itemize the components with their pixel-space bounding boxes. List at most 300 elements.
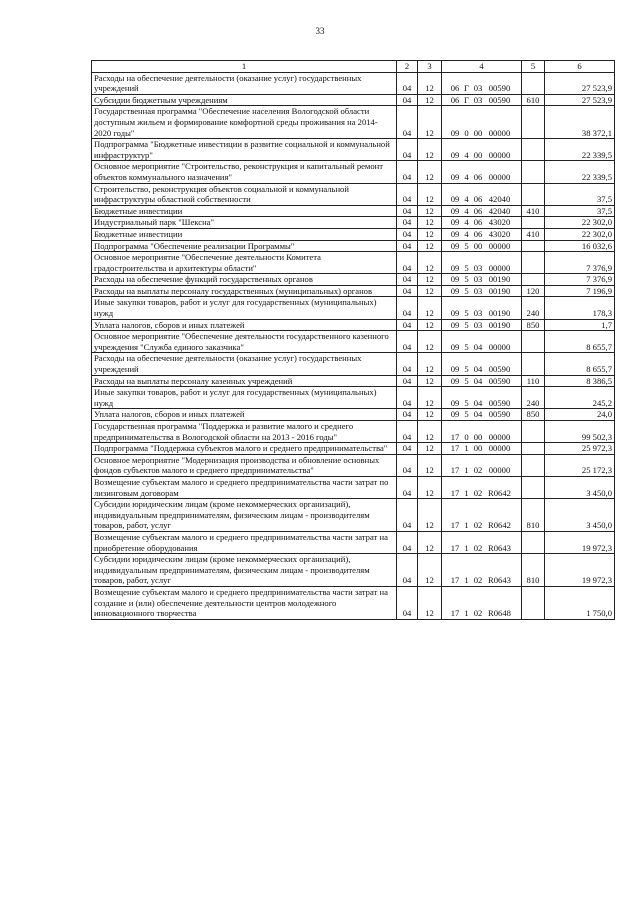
row-section: 04: [397, 217, 418, 229]
code-segment: 1: [464, 465, 469, 476]
code-segment: 5: [464, 285, 469, 296]
row-section: 04: [397, 274, 418, 286]
row-name: Индустриальный парк "Шексна": [92, 217, 397, 229]
table-row: [92, 443, 615, 455]
row-amount: 245,2: [545, 387, 615, 409]
row-amount: 27 523,9: [545, 94, 615, 106]
row-expense-type: [522, 139, 545, 161]
column-header: 3: [418, 61, 442, 73]
row-name: Расходы на выплаты персоналу государственных (муниципальных) органов: [92, 285, 397, 297]
row-subsection: 12: [418, 252, 442, 274]
table-row: [92, 554, 615, 587]
row-expense-type: [522, 476, 545, 498]
code-segment: 5: [464, 240, 469, 251]
row-subsection: 12: [418, 454, 442, 476]
code-segment: 00000: [488, 341, 511, 352]
row-subsection: 12: [418, 387, 442, 409]
row-amount: 8 655,7: [545, 353, 615, 375]
code-segment: 04: [473, 375, 483, 386]
code-segment: 03: [473, 83, 483, 94]
row-amount: 22 302,0: [545, 228, 615, 240]
row-target-code: [442, 331, 522, 353]
code-segment: 09: [450, 205, 460, 216]
row-subsection: 12: [418, 183, 442, 205]
row-name: Иные закупки товаров, работ и услуг для государственных (муниципальных) нужд: [92, 387, 397, 409]
row-expense-type: [522, 161, 545, 183]
row-section: 04: [397, 554, 418, 587]
code-segment: 00000: [488, 443, 511, 454]
code-segment: 42040: [488, 205, 511, 216]
row-expense-type: [522, 183, 545, 205]
row-amount: 19 972,3: [545, 554, 615, 587]
row-expense-type: 810: [522, 554, 545, 587]
row-subsection: 12: [418, 499, 442, 532]
code-segment: 0: [464, 431, 469, 442]
code-segment: 00590: [488, 375, 511, 386]
row-target-code: [442, 205, 522, 217]
code-segment: 00: [473, 240, 483, 251]
table-row: [92, 252, 615, 274]
code-segment: 1: [464, 520, 469, 531]
code-segment: 00590: [488, 94, 511, 105]
code-segment: 09: [450, 240, 460, 251]
row-amount: 1 750,0: [545, 586, 615, 619]
row-section: 04: [397, 586, 418, 619]
code-segment: 17: [450, 465, 460, 476]
row-expense-type: [522, 240, 545, 252]
row-target-code: [442, 106, 522, 139]
code-segment: 17: [450, 431, 460, 442]
row-target-code: [442, 252, 522, 274]
code-segment: 4: [464, 149, 469, 160]
row-amount: 8 655,7: [545, 331, 615, 353]
table-row: [92, 94, 615, 106]
table-row: [92, 240, 615, 252]
table-row: [92, 353, 615, 375]
row-name: Основное мероприятие "Обеспечение деятельности Комитета градостроительства и архитектуры области": [92, 252, 397, 274]
table-row: [92, 331, 615, 353]
budget-table: [91, 60, 615, 620]
row-subsection: 12: [418, 205, 442, 217]
row-expense-type: [522, 443, 545, 455]
code-segment: 04: [473, 364, 483, 375]
row-target-code: [442, 421, 522, 443]
row-target-code: [442, 183, 522, 205]
row-expense-type: [522, 106, 545, 139]
row-name: Возмещение субъектам малого и среднего предпринимательства части затрат по лизинговым договорам: [92, 476, 397, 498]
row-name: Иные закупки товаров, работ и услуг для государственных (муниципальных) нужд: [92, 297, 397, 319]
code-segment: 4: [464, 228, 469, 239]
row-expense-type: [522, 454, 545, 476]
row-name: Бюджетные инвестиции: [92, 228, 397, 240]
row-amount: 7 376,9: [545, 274, 615, 286]
code-segment: 09: [450, 409, 460, 420]
code-segment: 4: [464, 217, 469, 228]
row-target-code: [442, 228, 522, 240]
code-segment: 06: [473, 194, 483, 205]
code-segment: 06: [450, 83, 460, 94]
code-segment: 4: [464, 194, 469, 205]
row-expense-type: [522, 274, 545, 286]
code-segment: 09: [450, 274, 460, 285]
row-subsection: 12: [418, 319, 442, 331]
row-subsection: 12: [418, 240, 442, 252]
column-header: 2: [397, 61, 418, 73]
code-segment: 17: [450, 520, 460, 531]
row-expense-type: 850: [522, 409, 545, 421]
code-segment: 09: [450, 127, 460, 138]
row-name: Подпрограмма "Бюджетные инвестиции в развитие социальной и коммунальной инфраструктур": [92, 139, 397, 161]
row-name: Субсидии юридическим лицам (кроме некоммерческих организаций), индивидуальным предпринимателям, физическим лицам - производителям товаров, работ, услуг: [92, 554, 397, 587]
row-amount: 25 972,3: [545, 443, 615, 455]
row-expense-type: 110: [522, 375, 545, 387]
code-segment: 17: [450, 608, 460, 619]
row-expense-type: 610: [522, 94, 545, 106]
row-amount: 99 502,3: [545, 421, 615, 443]
row-section: 04: [397, 531, 418, 553]
code-segment: 06: [450, 94, 460, 105]
table-row: [92, 161, 615, 183]
code-segment: Г: [464, 94, 469, 105]
table-row: [92, 217, 615, 229]
code-segment: R0643: [488, 542, 511, 553]
row-section: 04: [397, 139, 418, 161]
code-segment: 09: [450, 397, 460, 408]
row-amount: 38 372,1: [545, 106, 615, 139]
code-segment: 5: [464, 262, 469, 273]
row-expense-type: 240: [522, 297, 545, 319]
row-expense-type: 410: [522, 205, 545, 217]
code-segment: 00190: [488, 285, 511, 296]
row-name: Основное мероприятие "Обеспечение деятельности государственного казенного учреждения "Служба единого заказчика": [92, 331, 397, 353]
row-amount: 7 376,9: [545, 252, 615, 274]
code-segment: 02: [473, 520, 483, 531]
row-subsection: 12: [418, 531, 442, 553]
code-segment: R0642: [488, 520, 511, 531]
code-segment: 17: [450, 542, 460, 553]
row-name: Уплата налогов, сборов и иных платежей: [92, 409, 397, 421]
row-subsection: 12: [418, 94, 442, 106]
code-segment: 00190: [488, 319, 511, 330]
row-expense-type: [522, 531, 545, 553]
code-segment: Г: [464, 83, 469, 94]
row-amount: 19 972,3: [545, 531, 615, 553]
row-name: Расходы на выплаты персоналу казенных учреждений: [92, 375, 397, 387]
row-amount: 3 450,0: [545, 476, 615, 498]
row-subsection: 12: [418, 409, 442, 421]
row-name: Строительство, реконструкция объектов социальной и коммунальной инфраструктуры областной собственности: [92, 183, 397, 205]
row-subsection: 12: [418, 72, 442, 94]
code-segment: 5: [464, 274, 469, 285]
row-target-code: [442, 454, 522, 476]
code-segment: 00: [473, 127, 483, 138]
code-segment: 00000: [488, 149, 511, 160]
row-section: 04: [397, 285, 418, 297]
row-expense-type: 120: [522, 285, 545, 297]
row-section: 04: [397, 421, 418, 443]
row-target-code: [442, 586, 522, 619]
row-amount: 22 339,5: [545, 139, 615, 161]
row-amount: 37,5: [545, 183, 615, 205]
code-segment: 03: [473, 274, 483, 285]
code-segment: 00590: [488, 409, 511, 420]
row-subsection: 12: [418, 106, 442, 139]
row-subsection: 12: [418, 274, 442, 286]
code-segment: 1: [464, 487, 469, 498]
row-target-code: [442, 274, 522, 286]
code-segment: 02: [473, 487, 483, 498]
page-number: 33: [315, 26, 325, 36]
row-expense-type: 240: [522, 387, 545, 409]
row-section: 04: [397, 476, 418, 498]
row-expense-type: [522, 353, 545, 375]
table-row: [92, 106, 615, 139]
row-section: 04: [397, 161, 418, 183]
row-amount: 1,7: [545, 319, 615, 331]
table-row: [92, 139, 615, 161]
row-target-code: [442, 476, 522, 498]
table-row: [92, 454, 615, 476]
code-segment: R0642: [488, 487, 511, 498]
row-name: Возмещение субъектам малого и среднего предпринимательства части затрат на приобретение оборудования: [92, 531, 397, 553]
code-segment: 00590: [488, 397, 511, 408]
row-expense-type: [522, 421, 545, 443]
row-section: 04: [397, 205, 418, 217]
row-expense-type: [522, 72, 545, 94]
code-segment: 00000: [488, 262, 511, 273]
code-segment: 00000: [488, 431, 511, 442]
table-row: [92, 274, 615, 286]
row-target-code: [442, 375, 522, 387]
table-row: [92, 72, 615, 94]
code-segment: 0: [464, 127, 469, 138]
row-name: Расходы на обеспечение функций государственных органов: [92, 274, 397, 286]
code-segment: 02: [473, 465, 483, 476]
row-expense-type: [522, 217, 545, 229]
row-name: Бюджетные инвестиции: [92, 205, 397, 217]
row-target-code: [442, 387, 522, 409]
code-segment: 02: [473, 575, 483, 586]
row-expense-type: [522, 252, 545, 274]
code-segment: 00590: [488, 83, 511, 94]
code-segment: 00: [473, 431, 483, 442]
row-expense-type: 810: [522, 499, 545, 532]
row-subsection: 12: [418, 217, 442, 229]
row-target-code: [442, 353, 522, 375]
code-segment: 00190: [488, 308, 511, 319]
row-target-code: [442, 72, 522, 94]
table-row: [92, 421, 615, 443]
code-segment: 09: [450, 171, 460, 182]
row-name: Подпрограмма "Поддержка субъектов малого и среднего предпринимательства": [92, 443, 397, 455]
row-subsection: 12: [418, 331, 442, 353]
code-segment: 5: [464, 308, 469, 319]
row-section: 04: [397, 319, 418, 331]
code-segment: 03: [473, 262, 483, 273]
code-segment: 00590: [488, 364, 511, 375]
row-section: 04: [397, 183, 418, 205]
code-segment: 09: [450, 319, 460, 330]
row-name: Возмещение субъектам малого и среднего предпринимательства части затрат на создание и (или) обеспечение деятельности центров молодежного инновационного творчества: [92, 586, 397, 619]
column-header: 6: [545, 61, 615, 73]
row-expense-type: 410: [522, 228, 545, 240]
code-segment: 02: [473, 608, 483, 619]
row-name: Расходы на обеспечение деятельности (оказание услуг) государственных учреждений: [92, 353, 397, 375]
code-segment: 06: [473, 171, 483, 182]
code-segment: 04: [473, 397, 483, 408]
code-segment: 5: [464, 364, 469, 375]
row-section: 04: [397, 387, 418, 409]
row-amount: 3 450,0: [545, 499, 615, 532]
row-name: Государственная программа "Обеспечение населения Вологодской области доступным жильем и формирование комфортной среды проживания на 2014-2020 годы": [92, 106, 397, 139]
code-segment: 17: [450, 443, 460, 454]
table-row: [92, 228, 615, 240]
table-row: [92, 319, 615, 331]
row-target-code: [442, 285, 522, 297]
row-amount: 7 196,9: [545, 285, 615, 297]
code-segment: 09: [450, 375, 460, 386]
code-segment: 09: [450, 194, 460, 205]
row-amount: 16 032,6: [545, 240, 615, 252]
row-subsection: 12: [418, 297, 442, 319]
row-expense-type: [522, 586, 545, 619]
row-target-code: [442, 139, 522, 161]
row-subsection: 12: [418, 353, 442, 375]
row-target-code: [442, 94, 522, 106]
row-section: 04: [397, 499, 418, 532]
row-name: Субсидии юридическим лицам (кроме некоммерческих организаций), индивидуальным предпринимателям, физическим лицам - производителям товаров, работ, услуг: [92, 499, 397, 532]
code-segment: 04: [473, 341, 483, 352]
row-amount: 27 523,9: [545, 72, 615, 94]
row-subsection: 12: [418, 443, 442, 455]
code-segment: 06: [473, 217, 483, 228]
row-target-code: [442, 409, 522, 421]
code-segment: 02: [473, 542, 483, 553]
row-amount: 24,0: [545, 409, 615, 421]
row-target-code: [442, 319, 522, 331]
row-target-code: [442, 531, 522, 553]
column-header: 5: [522, 61, 545, 73]
table-row: [92, 586, 615, 619]
row-name: Основное мероприятие "Модернизация производства и обновление основных фондов субъектов малого и среднего предпринимательства": [92, 454, 397, 476]
code-segment: 00: [473, 443, 483, 454]
table-row: [92, 285, 615, 297]
row-section: 04: [397, 375, 418, 387]
row-section: 04: [397, 228, 418, 240]
code-segment: 17: [450, 487, 460, 498]
table-row: [92, 387, 615, 409]
table-row: [92, 531, 615, 553]
row-section: 04: [397, 353, 418, 375]
code-segment: 09: [450, 341, 460, 352]
code-segment: 1: [464, 575, 469, 586]
table-row: [92, 183, 615, 205]
code-segment: 5: [464, 375, 469, 386]
row-section: 04: [397, 409, 418, 421]
row-name: Подпрограмма "Обеспечение реализации Программы": [92, 240, 397, 252]
table-row: [92, 375, 615, 387]
code-segment: 43020: [488, 217, 511, 228]
column-header: 1: [92, 61, 397, 73]
code-segment: 09: [450, 217, 460, 228]
row-expense-type: [522, 331, 545, 353]
row-target-code: [442, 240, 522, 252]
code-segment: 03: [473, 285, 483, 296]
row-name: Государственная программа "Поддержка и развитие малого и среднего предпринимательства в Вологодской области на 2013 - 2016 годы": [92, 421, 397, 443]
row-section: 04: [397, 252, 418, 274]
code-segment: 4: [464, 205, 469, 216]
code-segment: 00000: [488, 465, 511, 476]
row-amount: 22 302,0: [545, 217, 615, 229]
row-name: Уплата налогов, сборов и иных платежей: [92, 319, 397, 331]
code-segment: 06: [473, 205, 483, 216]
table-row: [92, 499, 615, 532]
code-segment: 42040: [488, 194, 511, 205]
row-subsection: 12: [418, 228, 442, 240]
code-segment: R0648: [488, 608, 511, 619]
row-section: 04: [397, 331, 418, 353]
row-subsection: 12: [418, 285, 442, 297]
row-amount: 178,3: [545, 297, 615, 319]
row-target-code: [442, 297, 522, 319]
code-segment: 5: [464, 319, 469, 330]
code-segment: 00000: [488, 171, 511, 182]
code-segment: 03: [473, 94, 483, 105]
row-amount: 37,5: [545, 205, 615, 217]
row-target-code: [442, 217, 522, 229]
table-row: [92, 476, 615, 498]
row-subsection: 12: [418, 554, 442, 587]
table-header-row: [92, 61, 615, 73]
column-header: 4: [442, 61, 522, 73]
row-expense-type: 850: [522, 319, 545, 331]
row-subsection: 12: [418, 421, 442, 443]
row-section: 04: [397, 297, 418, 319]
code-segment: 00190: [488, 274, 511, 285]
table-row: [92, 409, 615, 421]
row-section: 04: [397, 72, 418, 94]
row-subsection: 12: [418, 375, 442, 387]
row-subsection: 12: [418, 161, 442, 183]
code-segment: 1: [464, 542, 469, 553]
row-section: 04: [397, 106, 418, 139]
code-segment: 09: [450, 149, 460, 160]
row-section: 04: [397, 443, 418, 455]
code-segment: R0643: [488, 575, 511, 586]
row-amount: 25 172,3: [545, 454, 615, 476]
row-name: Основное мероприятие "Строительство, реконструкция и капитальный ремонт объектов коммунального назначения": [92, 161, 397, 183]
code-segment: 03: [473, 308, 483, 319]
row-section: 04: [397, 94, 418, 106]
code-segment: 1: [464, 443, 469, 454]
code-segment: 00: [473, 149, 483, 160]
code-segment: 4: [464, 171, 469, 182]
code-segment: 00000: [488, 240, 511, 251]
code-segment: 5: [464, 409, 469, 420]
code-segment: 1: [464, 608, 469, 619]
row-amount: 8 386,5: [545, 375, 615, 387]
row-section: 04: [397, 240, 418, 252]
row-subsection: 12: [418, 139, 442, 161]
table-row: [92, 205, 615, 217]
code-segment: 00000: [488, 127, 511, 138]
code-segment: 17: [450, 575, 460, 586]
code-segment: 5: [464, 341, 469, 352]
row-target-code: [442, 161, 522, 183]
row-target-code: [442, 554, 522, 587]
code-segment: 09: [450, 308, 460, 319]
code-segment: 09: [450, 364, 460, 375]
